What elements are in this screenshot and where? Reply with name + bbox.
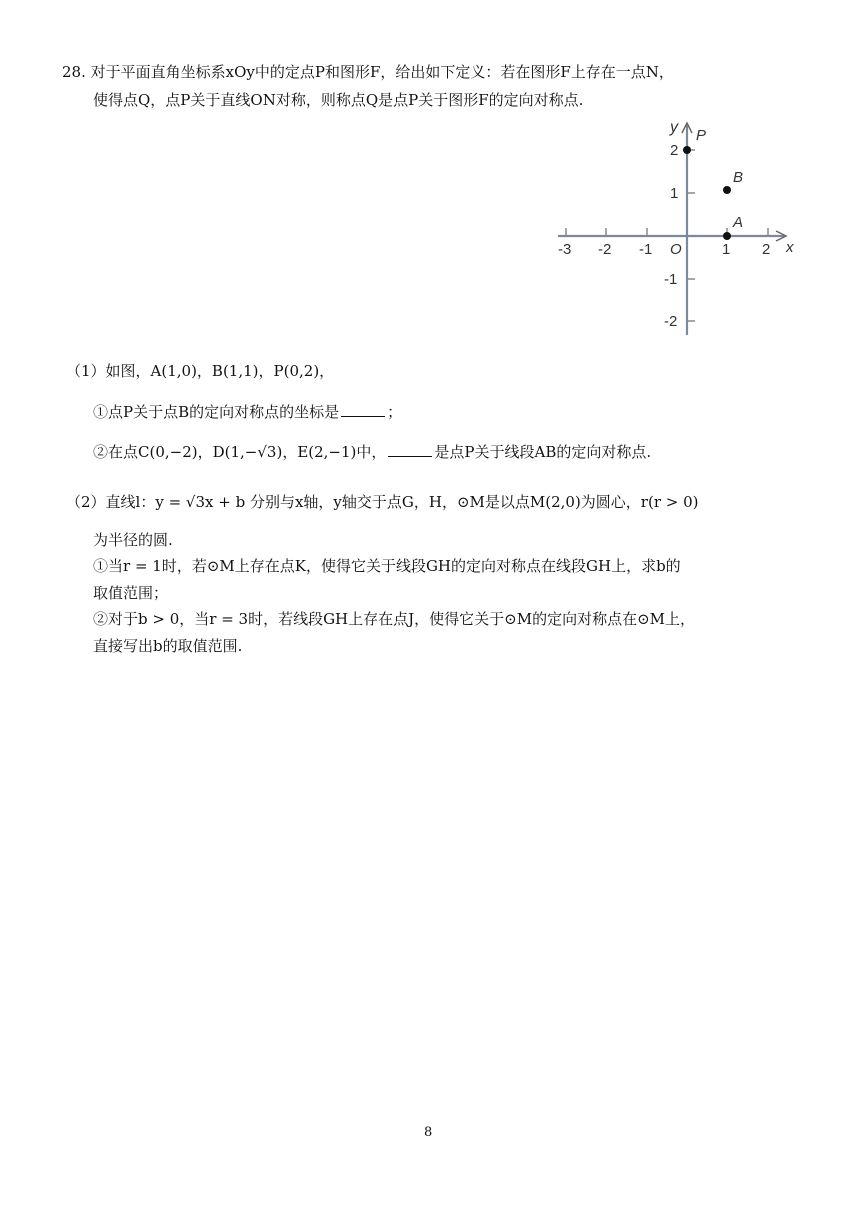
point-b: [723, 186, 731, 194]
answer-blank[interactable]: [341, 401, 385, 417]
part1-intro: [66, 361, 334, 381]
y-tick-label: 1: [670, 185, 679, 202]
part1-q1-suffix: ；: [387, 403, 403, 421]
point-p: [683, 146, 691, 154]
point-p-label: P: [696, 127, 707, 144]
coordinate-figure: [550, 115, 800, 340]
part2-line-5: [93, 609, 695, 629]
part2-text-3: ①当r = 1时，若⊙M上存在点K，使得它关于线段GH的定向对称点在线段GH上，求b的: [93, 557, 681, 575]
part1-q2-text: ②在点C(0,−2)，D(1,−√3)，E(2,−1)中，: [93, 443, 387, 461]
part2-text-4: 取值范围；: [93, 584, 169, 602]
x-tick-label: -3: [558, 241, 572, 258]
problem-stem-line-2: [93, 90, 583, 110]
part2-line-3: [93, 556, 681, 576]
y-tick-label: 2: [670, 142, 679, 159]
problem-stem-text-1: 对于平面直角坐标系xOy中的定点P和图形F，给出如下定义：若在图形F上存在一点N，: [90, 63, 674, 81]
part1-q1-text: ①点P关于点B的定向对称点的坐标是: [93, 403, 340, 421]
x-tick-label: 2: [762, 241, 771, 258]
x-axis-label: x: [786, 239, 794, 256]
part1-question-1: [93, 401, 402, 422]
part2-line-2: [93, 530, 173, 550]
part2-text-5: ②对于b > 0，当r = 3时，若线段GH上存在点J，使得它关于⊙M的定向对称点在⊙M上，: [93, 610, 696, 628]
part2-line-4: [93, 583, 168, 603]
part2-line-6: [93, 636, 242, 656]
answer-blank[interactable]: [388, 441, 432, 457]
part2-text-1: （2）直线l：y = √3x + b 分别与x轴，y轴交于点G，H，⊙M是以点M(2,0)为圆心，r(r > 0): [66, 493, 699, 511]
part2-line-1: [66, 492, 699, 512]
point-b-label: B: [733, 169, 744, 186]
y-tick-label: -2: [664, 313, 678, 330]
x-tick-label: 1: [722, 241, 731, 258]
y-tick-label: -1: [664, 271, 678, 288]
x-tick-label: -2: [598, 241, 612, 258]
x-tick-label: -1: [639, 241, 653, 258]
problem-stem-line-1: [62, 62, 674, 82]
page-number: 8: [424, 1125, 433, 1140]
point-a-label: A: [733, 214, 744, 231]
part1-intro-text: （1）如图，A(1,0)，B(1,1)，P(0,2)，: [66, 362, 335, 380]
part2-text-2: 为半径的圆.: [93, 531, 173, 549]
part1-question-2: [93, 441, 651, 462]
point-a: [723, 232, 731, 240]
problem-stem-text-2: 使得点Q，点P关于直线ON对称，则称点Q是点P关于图形F的定向对称点.: [93, 91, 584, 109]
part2-text-6: 直接写出b的取值范围.: [93, 637, 243, 655]
part1-q2-suffix: 是点P关于线段AB的定向对称点.: [434, 443, 652, 461]
y-axis-label: y: [670, 119, 678, 136]
problem-number: 28.: [62, 63, 86, 81]
origin-label: O: [670, 241, 682, 258]
